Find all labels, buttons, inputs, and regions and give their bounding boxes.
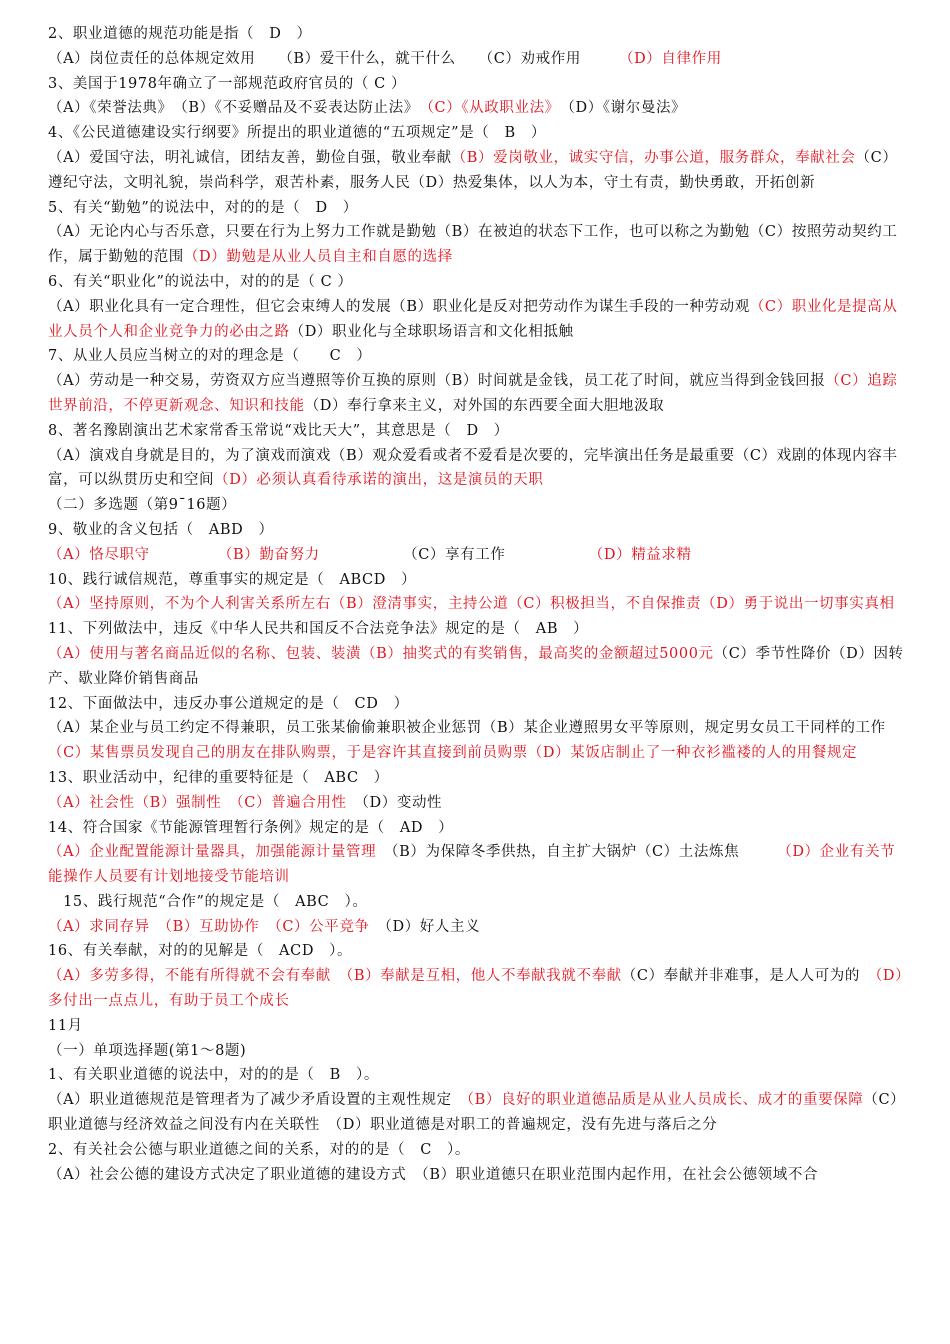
text-segment: （A）职业道德规范是管理者为了减少矛盾设置的主观性规定	[48, 1092, 467, 1109]
text-line	[48, 369, 904, 419]
answer-text: （C）职业化是提高从业人员个人和企业竞争力的必由之路	[48, 298, 898, 340]
text-line	[48, 964, 904, 1014]
answer-text: （D）精益求精	[596, 546, 692, 563]
text-line	[48, 22, 904, 47]
answer-text: （D）多付出一点点儿，有助于员工个成长	[48, 968, 904, 1010]
text-line	[48, 220, 904, 270]
text-segment: （A）社会公德的建设方式决定了职业道德的建设方式 （B）职业道德只在职业范围内起作用，在社会公德领域不合	[48, 1166, 819, 1183]
text-line	[48, 196, 904, 221]
answer-text: （B）良好的职业道德品质是从业人员成长、成才的重要保障	[466, 1092, 864, 1109]
text-segment: 10、践行诚信规范，尊重事实的规定是（ ABCD ）	[48, 571, 417, 588]
text-line	[48, 568, 904, 593]
text-segment: （B）为保障冬季供热，自主扩大锅炉（C）土法炼焦	[376, 844, 785, 861]
text-line	[48, 716, 904, 766]
text-line	[48, 939, 904, 964]
text-segment: 8、著名豫剧演出艺术家常香玉常说“戏比天大”，其意思是（ D ）	[48, 422, 509, 439]
text-segment: （A）劳动是一种交易，劳资双方应当遵照等价互换的原则（B）时间就是金钱，员工花了时间，就应当得到金钱回报	[48, 373, 826, 390]
text-line	[48, 816, 904, 841]
text-line	[48, 493, 904, 518]
text-segment: （D）《谢尔曼法》	[552, 100, 687, 117]
text-line	[48, 270, 904, 295]
text-segment: （C）遵纪守法，文明礼貌，崇尚科学，艰苦朴素，服务人民（D）热爱集体，以人为本，守土有责，勤快勇敢，开拓创新	[48, 149, 898, 191]
text-line	[48, 1014, 904, 1039]
answer-text: （A）社会性（B）强制性 （C）普遍合用性	[48, 794, 347, 811]
text-segment: 14、符合国家《节能源管理暂行条例》规定的是（ AD ）	[48, 819, 454, 836]
text-segment: 13、职业活动中，纪律的重要特征是（ ABC ）	[48, 769, 389, 786]
answer-text: （C）《从政职业法》	[426, 100, 553, 117]
text-segment: （C）奉献并非难事，是人人可为的	[621, 968, 876, 985]
text-line	[48, 518, 904, 543]
text-segment: 15、践行规范“合作”的规定是（ ABC ）。	[48, 893, 368, 910]
text-line	[48, 766, 904, 791]
text-segment: （A）某企业与员工约定不得兼职，员工张某偷偷兼职被企业惩罚（B）某企业遵照男女平等原则，规定男女员工干同样的工作	[48, 720, 886, 737]
text-segment: 3、美国于1978年确立了一部规范政府官员的（ C ）	[48, 75, 407, 92]
answer-text: （B）爱岗敬业，诚实守信，办事公道，服务群众，奉献社会	[451, 149, 856, 166]
answer-text: （A）坚持原则，不为个人利害关系所左右（B）澄清事实，主持公道（C）积极担当，不自保推责（D）勇于说出一切事实真相	[48, 596, 895, 613]
answer-text: （A）使用与著名商品近似的名称、包装、装潢（B）抽奖式的有奖销售，最高奖的金额超过5000元	[48, 645, 714, 662]
text-line	[48, 840, 904, 890]
text-segment: 12、下面做法中，违反办事公道规定的是（ CD ）	[48, 695, 409, 712]
answer-text: （A）企业配置能源计量器具，加强能源计量管理	[48, 844, 377, 861]
answer-text: （A）多劳多得，不能有所得就不会有奉献 （B）奉献是互相，他人不奉献我就不奉献	[48, 968, 622, 985]
text-line	[48, 146, 904, 196]
text-line	[48, 642, 904, 692]
text-line	[48, 444, 904, 494]
text-segment: （A）演戏自身就是目的，为了演戏而演戏（B）观众爱看或者不爱看是次要的，完毕演出任务是最重要（C）戏剧的体现内容丰富，可以纵贯历史和空间	[48, 447, 898, 489]
text-line	[48, 617, 904, 642]
text-line	[48, 791, 904, 816]
text-segment: （A）爱国守法，明礼诚信，团结友善，勤俭自强，敬业奉献	[48, 149, 452, 166]
text-line	[48, 890, 904, 915]
text-segment: （D）变动性	[346, 794, 443, 811]
text-line	[48, 1088, 904, 1138]
text-segment: （A）《荣誉法典》 （B）《不妥赠品及不妥表达防止法》	[48, 100, 427, 117]
text-segment: （D）好人主义	[369, 918, 481, 935]
text-line	[48, 1039, 904, 1064]
text-segment: 7、从业人员应当树立的对的理念是（ C ）	[48, 348, 372, 365]
text-segment: 11、下列做法中，违反《中华人民共和国反不合法竞争法》规定的是（ AB ）	[48, 621, 589, 638]
text-line	[48, 1138, 904, 1163]
text-line	[48, 295, 904, 345]
text-segment: （一）单项选择题(第1～8题)	[48, 1042, 247, 1059]
text-segment: 5、有关“勤勉”的说法中，对的的是（ D ）	[48, 199, 358, 216]
text-segment: 2、职业道德的规范功能是指（ D ）	[48, 26, 312, 42]
answer-text: （D）勤勉是从业人员自主和自愿的选择	[183, 249, 453, 266]
text-segment: 16、有关奉献，对的的见解是（ ACD ）。	[48, 943, 353, 960]
text-segment: 1、有关职业道德的说法中，对的的是（ B ）。	[48, 1067, 379, 1084]
text-segment: （D）职业化与全球职场语言和文化相抵触	[289, 323, 574, 340]
text-segment: （C）季节性降价（D）因转产、歇业降价销售商品	[48, 645, 904, 687]
text-segment: 4、《公民道德建设实行纲要》所提出的职业道德的“五项规定”是（ B ）	[48, 125, 546, 142]
answer-text: （C）某售票员发现自己的朋友在排队购票，于是容许其直接到前员购票（D）某饭店制止了一种衣衫褴褛的人的用餐规定	[48, 745, 858, 762]
answer-text: （D）必须认真看待承诺的演出，这是演员的天职	[214, 472, 544, 489]
text-segment: （C）职业道德与经济效益之间没有内在关联性 （D）职业道德是对职工的普遍规定，没有先进与落后之分	[48, 1092, 899, 1134]
text-segment: 2、有关社会公德与职业道德之间的关系，对的的是（ C ）。	[48, 1141, 470, 1158]
text-line	[48, 344, 904, 369]
answer-text: （B）勤奋努力	[225, 546, 320, 563]
answer-text: （D）企业有关节能操作人员要有计划地接受节能培训	[48, 844, 896, 886]
text-segment: 11月	[48, 1017, 83, 1034]
answer-text: （C）追踪世界前沿，不停更新观念、知识和技能	[48, 373, 898, 414]
text-segment: （A）无论内心与否乐意，只要在行为上努力工作就是勤勉（B）在被迫的状态下工作，也可以称之为勤勉（C）按照劳动契约工作，属于勤勉的范围	[48, 224, 898, 266]
text-segment: （C）享有工作	[319, 546, 597, 563]
text-segment: （A）岗位责任的总体规定效用 （B）爱干什么，就干什么 （C）劝戒作用	[48, 50, 627, 67]
text-segment	[150, 547, 226, 563]
text-line	[48, 419, 904, 444]
document-body	[48, 22, 904, 1187]
text-line	[48, 72, 904, 97]
answer-text: （A）求同存异 （B）互助协作 （C）公平竞争	[48, 918, 370, 935]
text-line	[48, 47, 904, 72]
text-line	[48, 915, 904, 940]
text-line	[48, 96, 904, 121]
text-line	[48, 543, 904, 568]
text-segment: 9、敬业的含义包括（ ABD ）	[48, 521, 274, 538]
answer-text: （D）自律作用	[626, 50, 722, 67]
answer-text: （A）恪尽职守	[48, 546, 150, 563]
text-segment: 6、有关“职业化”的说法中，对的的是（ C ）	[48, 273, 353, 290]
text-line	[48, 1163, 904, 1188]
text-segment: （D）奉行拿来主义，对外国的东西要全面大胆地汲取	[304, 397, 665, 414]
text-line	[48, 692, 904, 717]
text-segment: （A）职业化具有一定合理性，但它会束缚人的发展（B）职业化是反对把劳动作为谋生手段的一种劳动观	[48, 298, 750, 315]
text-line	[48, 121, 904, 146]
text-segment: （二）多选题（第9¯16题）	[48, 497, 237, 514]
text-line	[48, 592, 904, 617]
text-line	[48, 1063, 904, 1088]
